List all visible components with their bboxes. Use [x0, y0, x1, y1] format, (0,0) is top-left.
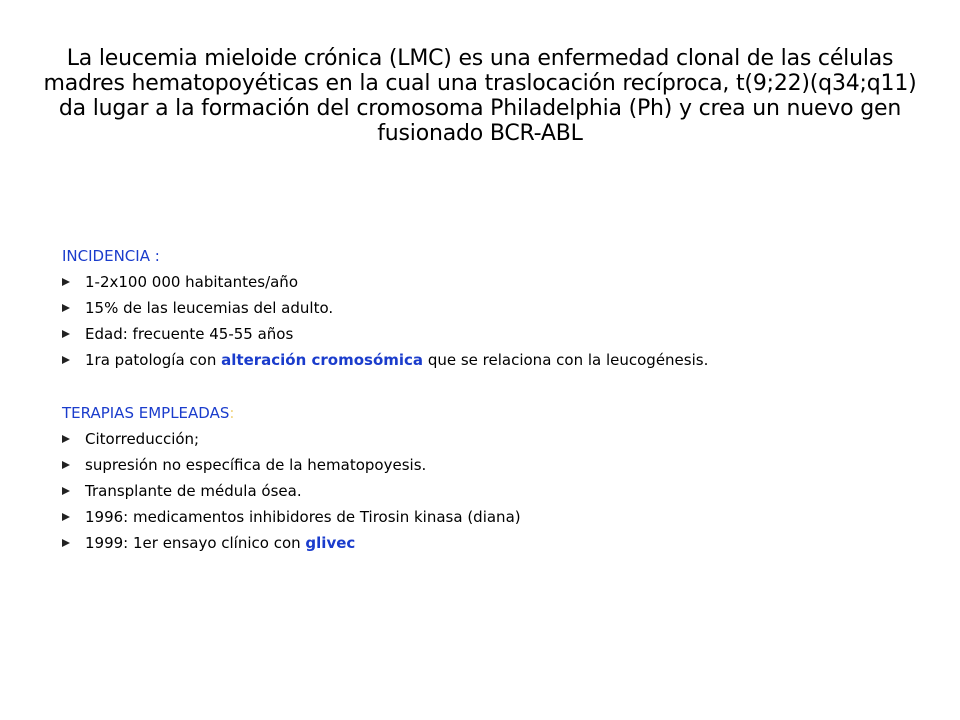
arrowhead-bullet-icon [62, 513, 70, 521]
arrowhead-bullet-icon [62, 304, 70, 312]
incidencia-heading: INCIDENCIA : [62, 247, 160, 265]
terapias-heading [62, 400, 902, 426]
terapias-section [62, 400, 902, 556]
list-item-text: 1-2x100 000 habitantes/año [85, 273, 298, 291]
list-item [62, 347, 902, 373]
list-item-text-before: 1999: 1er ensayo clínico con [85, 534, 306, 552]
arrowhead-bullet-icon [62, 461, 70, 469]
list-item [62, 452, 902, 478]
slide-title: La leucemia mieloide crónica (LMC) es una enfermedad clonal de las células madres hematopoyéticas en la cual una traslocación recíproca, t(9;22)(q34;q11) da lugar a la formación del cromosoma Philadelphia (Ph) y crea un nuevo gen fusionado BCR-ABL [43, 46, 917, 146]
arrowhead-bullet-icon [62, 356, 70, 364]
incidencia-list [62, 269, 902, 373]
list-item-text-before: 1ra patología con [85, 351, 222, 369]
list-item-text: Edad: frecuente 45-55 años [85, 325, 294, 343]
list-item [62, 426, 902, 452]
incidencia-section [62, 243, 902, 373]
arrowhead-bullet-icon [62, 278, 70, 286]
highlighted-term: alteración cromosómica [221, 351, 424, 369]
list-item-text: 15% de las leucemias del adulto. [85, 299, 334, 317]
list-item [62, 530, 902, 556]
terapias-heading-text: TERAPIAS EMPLEADAS [62, 404, 230, 422]
list-item [62, 295, 902, 321]
arrowhead-bullet-icon [62, 330, 70, 338]
arrowhead-bullet-icon [62, 487, 70, 495]
arrowhead-bullet-icon [62, 539, 70, 547]
list-item-text: 1996: medicamentos inhibidores de Tirosin kinasa (diana) [85, 508, 521, 526]
terapias-heading-colon: : [229, 404, 235, 422]
list-item [62, 478, 902, 504]
list-item [62, 321, 902, 347]
list-item-text: Citorreducción; [85, 430, 200, 448]
highlighted-term: glivec [305, 534, 356, 552]
arrowhead-bullet-icon [62, 435, 70, 443]
list-item [62, 504, 902, 530]
list-item [62, 269, 902, 295]
list-item-text-after: que se relaciona con la leucogénesis. [423, 351, 709, 369]
terapias-list [62, 426, 902, 556]
list-item-text: supresión no específica de la hematopoyesis. [85, 456, 427, 474]
list-item-text: Transplante de médula ósea. [85, 482, 302, 500]
